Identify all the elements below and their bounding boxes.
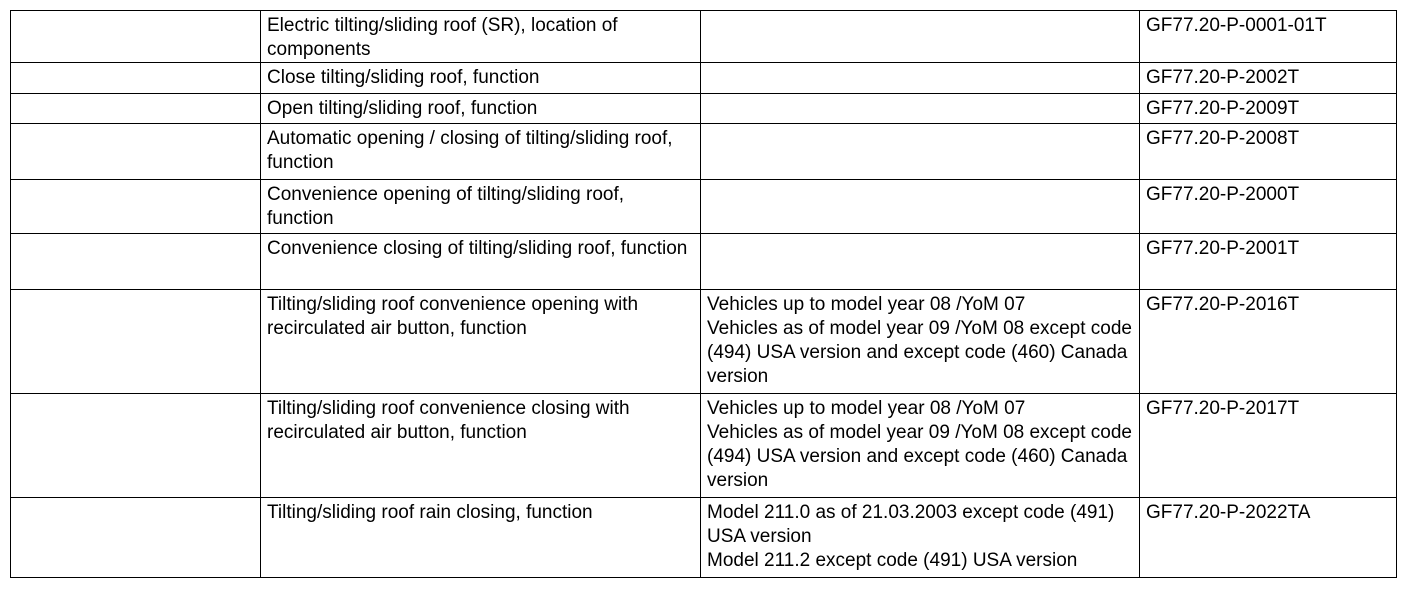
condition-line: Model 211.0 as of 21.03.2003 except code (491) USA version [707,502,1115,547]
table-row [11,234,1397,290]
condition-cell [701,63,1140,94]
condition-line: Vehicles up to model year 08 /YoM 07 [707,294,1026,315]
blank-cell [11,11,261,63]
blank-cell [11,234,261,290]
reference-cell: GF77.20-P-2016T [1140,290,1397,394]
title-cell: Tilting/sliding roof rain closing, function [261,498,701,578]
blank-cell [11,94,261,124]
title-cell: Open tilting/sliding roof, function [261,94,701,124]
table-row [11,180,1397,234]
table-row [11,290,1397,394]
blank-cell [11,290,261,394]
table-row [11,63,1397,94]
table-row [11,94,1397,124]
title-cell: Tilting/sliding roof convenience opening with recirculated air button, function [261,290,701,394]
reference-cell: GF77.20-P-0001-01T [1140,11,1397,63]
reference-cell: GF77.20-P-2017T [1140,394,1397,498]
reference-cell: GF77.20-P-2022TA [1140,498,1397,578]
blank-cell [11,180,261,234]
blank-cell [11,124,261,180]
table-row [11,498,1397,578]
document-table [10,10,1397,578]
condition-cell [701,290,1140,394]
title-cell: Close tilting/sliding roof, function [261,63,701,94]
condition-cell [701,498,1140,578]
table-row [11,124,1397,180]
title-cell: Automatic opening / closing of tilting/sliding roof, function [261,124,701,180]
title-cell: Convenience opening of tilting/sliding roof, function [261,180,701,234]
title-cell: Tilting/sliding roof convenience closing with recirculated air button, function [261,394,701,498]
blank-cell [11,498,261,578]
condition-cell [701,180,1140,234]
blank-cell [11,63,261,94]
condition-cell [701,394,1140,498]
reference-cell: GF77.20-P-2008T [1140,124,1397,180]
condition-line: Vehicles as of model year 09 /YoM 08 except code (494) USA version and except code (460) Canada version [707,318,1132,387]
condition-cell [701,124,1140,180]
table-row [11,394,1397,498]
condition-cell [701,11,1140,63]
reference-cell: GF77.20-P-2001T [1140,234,1397,290]
table-row [11,11,1397,63]
condition-line: Vehicles up to model year 08 /YoM 07 [707,398,1026,419]
reference-cell: GF77.20-P-2000T [1140,180,1397,234]
reference-cell: GF77.20-P-2002T [1140,63,1397,94]
blank-cell [11,394,261,498]
condition-cell [701,234,1140,290]
condition-cell [701,94,1140,124]
title-cell: Convenience closing of tilting/sliding roof, function [261,234,701,290]
condition-line: Model 211.2 except code (491) USA version [707,550,1078,571]
reference-cell: GF77.20-P-2009T [1140,94,1397,124]
title-cell: Electric tilting/sliding roof (SR), location of components [261,11,701,63]
condition-line: Vehicles as of model year 09 /YoM 08 except code (494) USA version and except code (460) Canada version [707,422,1132,491]
